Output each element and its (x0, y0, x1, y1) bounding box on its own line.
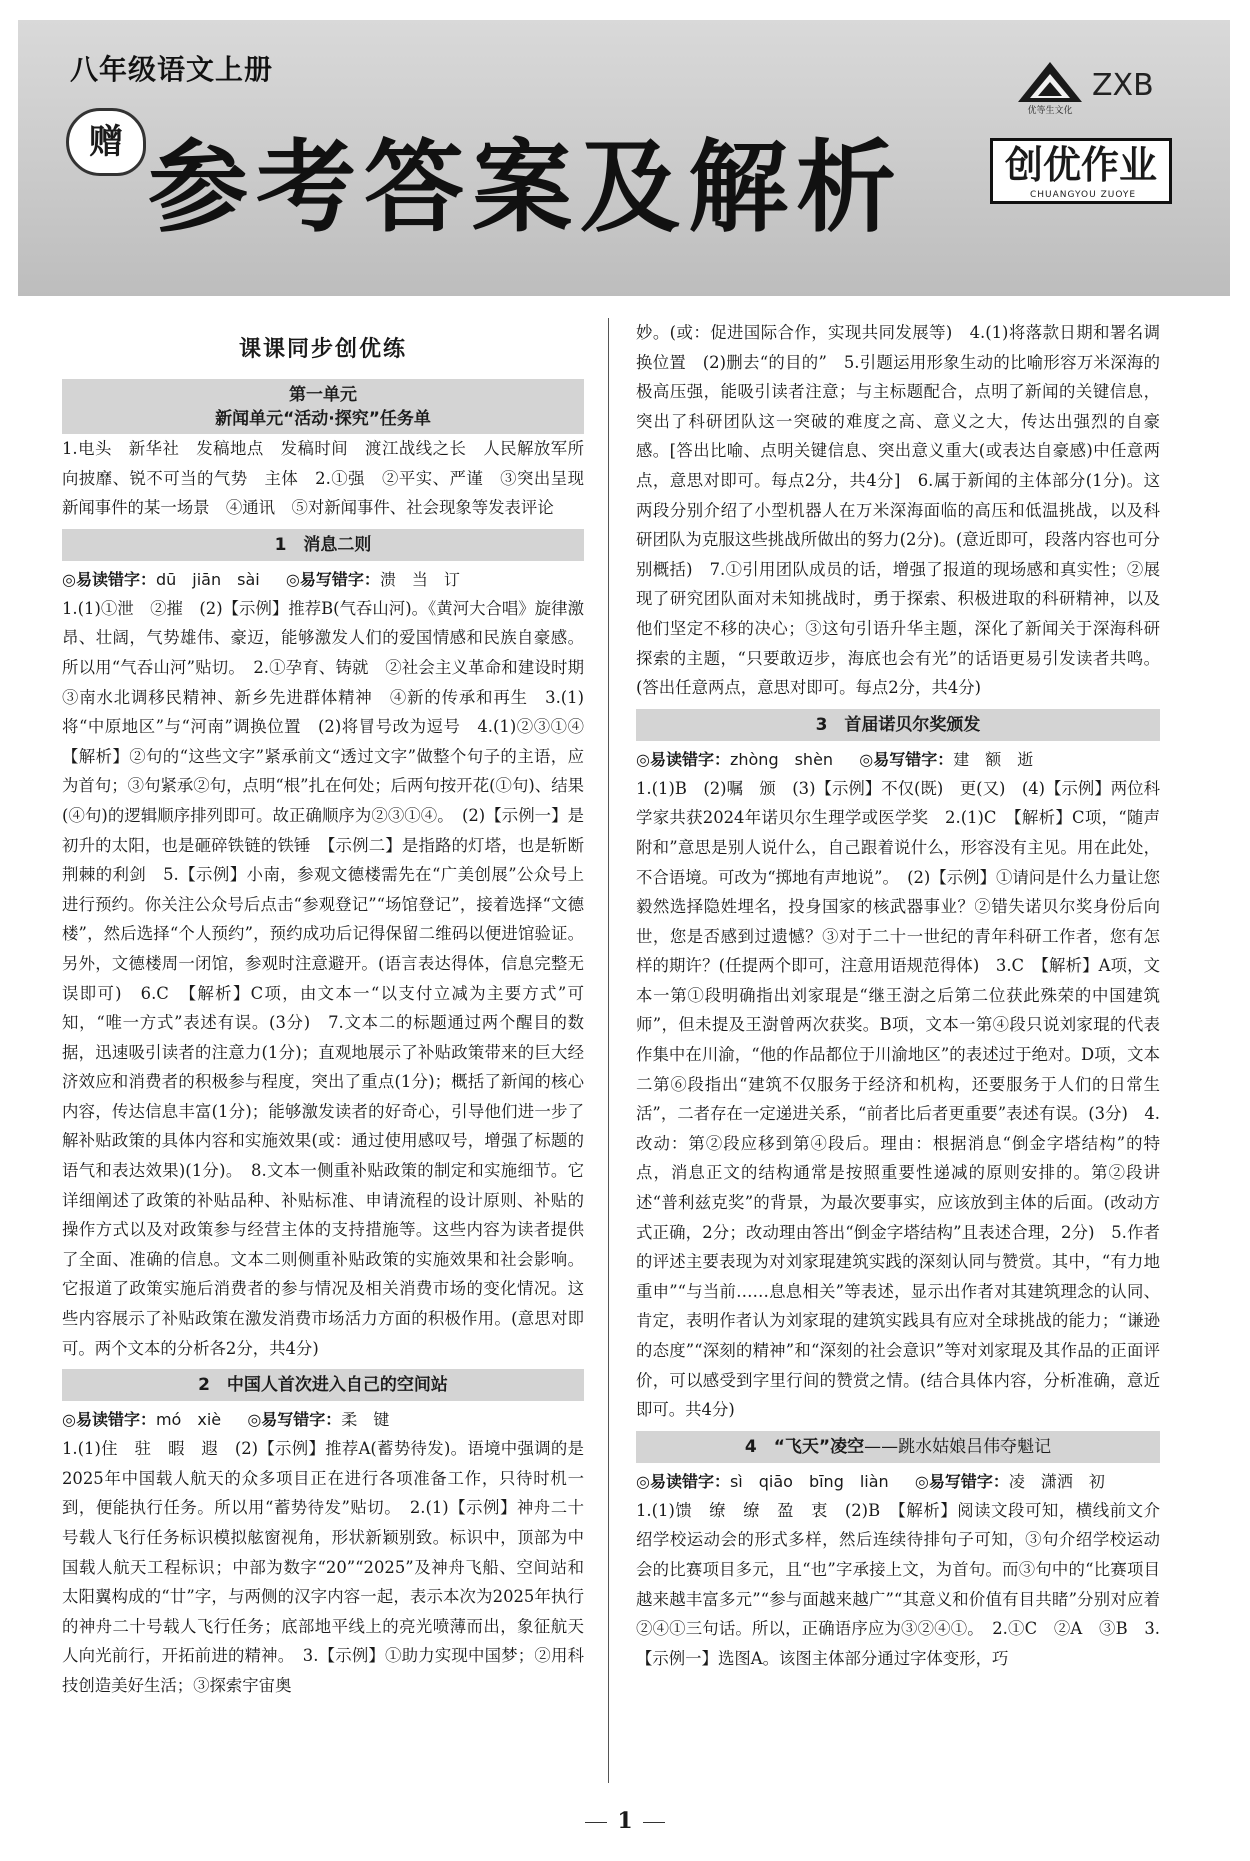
left-column (62, 318, 601, 1701)
tip-label: ◎易读错字： (636, 1471, 730, 1491)
lesson-2-answers: 1.(1)住 驻 暇 遐 (2)【示例】推荐A(蓄势待发)。语境中强调的是2025年中国载人航天的众多项目正在进行各项准备工作，只待时机一到，便能执行任务。所以用“蓄势待发”贴切。 2.(1)【示例】神舟二十号载人飞行任务标识模拟舷窗视角，形状新颖别致。标识中，顶部为中国载人航天工程标识；中部为数字“20”“2025”及神舟飞船、空间站和太阳翼构成的“廿”字，与两侧的汉字内容一起，表示本次为2025年执行的神舟二十号载人飞行任务；底部地平线上的亮光喷薄而出，象征航天人向光前行，开拓前进的精神。 3.【示例】①助力实现中国梦；②用科技创造美好生活；③探索宇宙奥 (62, 1439, 584, 1695)
page-title: 参考答案及解析 (148, 129, 904, 246)
tip-value: sì qiāo bīng liàn (729, 1471, 889, 1491)
lesson-2-continued: 妙。(或：促进国际合作，实现共同发展等) 4.(1)将落款日期和署名调换位置 (2)删去“的目的” 5.引题运用形象生动的比喻形容万米深海的极高压强，能吸引读者注意；与主标题配合，点明了新闻的关键信息，突出了科研团队这一突破的难度之高、意义之大，传达出强烈的自豪感。[答出比喻、点明关键信息、突出意义重大(或表达自豪感)中任意两点，意思对即可。每点2分，共4分] 6.属于新闻的主体部分(1分)。这两段分别介绍了小型机器人在万米深海面临的高压和低温挑战，以及科研团队为克服这些挑战所做出的努力(2分)。(意近即可，段落内容也可分别概括) 7.①引用团队成员的话，增强了报道的现场感和真实性；②展现了研究团队面对未知挑战时，勇于探索、积极进取的科研精神，以及他们坚定不移的决心；③这句引语升华主题，深化了新闻关于深海科研探索的主题，“只要敢迈步，海底也会有光”的话语更易引发读者共鸣。(答出任意两点，意思对即可。每点2分，共4分) (636, 323, 1160, 698)
mountain-logo-icon (1012, 58, 1088, 116)
logo-small-text: 优等生文化 (1027, 106, 1073, 116)
lesson-3-tips (636, 745, 1160, 774)
page-number-value: 1 (617, 1808, 633, 1834)
lesson-4-title: 4 “飞天”凌空 (744, 1436, 865, 1457)
lesson-2-header: 2 中国人首次进入自己的空间站 (62, 1369, 584, 1401)
tip-value: zhòng shèn (729, 749, 834, 769)
gift-badge: 赠 (66, 108, 146, 176)
page-number (0, 1808, 1250, 1834)
tip-value: dū jiān sài (155, 569, 260, 589)
tip-label: ◎易读错字： (62, 569, 156, 589)
brand-pinyin: CHUANGYOU ZUOYE (1030, 190, 1137, 200)
column-divider (608, 318, 609, 1783)
tip-value: 柔 键 (341, 1410, 390, 1430)
brand-badge: 创优作业 (990, 138, 1172, 204)
lesson-4-header (636, 1431, 1160, 1463)
lesson-4-tips (636, 1467, 1160, 1496)
tip-value: mó xiè (155, 1410, 222, 1430)
lesson-3-header: 3 首届诺贝尔奖颁发 (636, 709, 1160, 741)
lesson-1-tips (62, 565, 584, 594)
right-column (636, 318, 1160, 1673)
tip-label: ◎易写错字： (285, 569, 380, 589)
lesson-1-answers: 1.(1)①泄 ②摧 (2)【示例】推荐B(气吞山河)。《黄河大合唱》旋律激昂、壮阔，气势雄伟、豪迈，能够激发人们的爱国情感和民族自豪感。所以用“气吞山河”贴切。 2.①孕育、铸就 ②社会主义革命和建设时期 ③南水北调移民精神、新乡先进群体精神 ④新的传承和再生 3.(1)将“中原地区”与“河南”调换位置 (2)将冒号改为逗号 4.(1)②③①④ 【解析】②句的“这些文字”紧承前文“透过文字”做整个句子的主语，应为首句；③句紧承②句，点明“根”扎在何处；后两句按开花(①句)、结果(④句)的逻辑顺序排列即可。故正确顺序为②③①④。 (2)【示例一】是初升的太阳，也是砸碎铁链的铁锤 【示例二】是指路的灯塔，也是斩断荆棘的利剑 5.【示例】小南，参观文德楼需先在“广美创展”公众号上进行预约。你关注公众号后点击“参观登记”“场馆登记”，接着选择“文德楼”，然后选择“个人预约”，预约成功后记得保留二维码以便进馆验证。另外，文德楼周一闭馆，参观时注意避开。(语言表达得体，信息完整无误即可) 6.C 【解析】C项，由文本一“以支付立减为主要方式”可知，“唯一方式”表述有误。(3分) 7.文本二的标题通过两个醒目的数据，迅速吸引读者的注意力(1分)；直观地展示了补贴政策带来的巨大经济效应和消费者的积极参与程度，突出了重点(1分)；概括了新闻的核心内容，传达信息丰富(1分)；能够激发读者的好奇心，引导他们进一步了解补贴政策的具体内容和实施效果(或：通过使用感叹号，增强了标题的语气和表达效果)(1分)。 8.文本一侧重补贴政策的制定和实施细节。它详细阐述了政策的补贴品种、补贴标准、申请流程的设计原则、补贴的操作方式以及对政策参与经营主体的支持措施等。这些内容为读者提供了全面、准确的信息。文本二则侧重补贴政策的实施效果和社会影响。它报道了政策实施后消费者的参与情况及相关消费市场的变化情况。这些内容展示了补贴政策在激发消费市场活力方面的积极作用。(意思对即可。两个文本的分析各2分，共4分) (62, 598, 601, 1358)
lesson-3-answers: 1.(1)B (2)嘱 颁 (3)【示例】不仅(既) 更(又) (4)【示例】两位科学家共获2024年诺贝尔生理学或医学奖 2.(1)C 【解析】C项，“随声附和”意思是别人说什么，自己跟着说什么，形容没有主见。用在此处，不合语境。可改为“掷地有声地说”。 (2)【示例】①请问是什么力量让您毅然选择隐姓埋名，投身国家的核武器事业？②错失诺贝尔奖身份后向世，您是否感到过遗憾？③对于二十一世纪的青年科研工作者，您有怎样的期许？(任提两个即可，注意用语规范得体) 3.C 【解析】A项，文本一第①段明确指出刘家琨是“继王澍之后第二位获此殊荣的中国建筑师”，但未提及王澍曾两次获奖。B项，文本一第④段只说刘家琨的代表作集中在川渝，“他的作品都位于川渝地区”的表述过于绝对。D项，文本二第⑥段指出“建筑不仅服务于经济和机构，还要服务于人们的日常生活”，二者存在一定递进关系，“前者比后者更重要”表述有误。(3分) 4.改动：第②段应移到第④段后。理由：根据消息“倒金字塔结构”的特点，消息正文的结构通常是按照重要性递减的原则安排的。第②段讲述“普利兹克奖”的背景，为最次要事实，应该放到主体的后面。(改动方式正确，2分；改动理由答出“倒金字塔结构”且表述合理，2分) 5.作者的评述主要表现为对刘家琨建筑实践的深刻认同与赞赏。其中，“有力地重申”“与当前……息息相关”等表述，显示出作者对其建筑理念的认同、肯定，表明作者认为刘家琨的建筑实践具有应对全球挑战的能力；“谦逊的态度”“深刻的精神”和“深刻的社会意识”等对刘家琨及其作品的正面评价，可以感受到字里行间的赞赏之情。(结合具体内容，分析准确，意近即可。共4分) (636, 778, 1160, 1420)
tip-label: ◎易读错字： (62, 1410, 156, 1430)
tip-label: ◎易写错字： (859, 749, 954, 769)
section-title: 课课同步创优练 (238, 337, 407, 362)
logo-text: ZXB (1092, 68, 1154, 103)
tip-value: 溃 当 订 (379, 569, 460, 589)
lesson-2-tips (62, 1405, 584, 1434)
lesson-1-header: 1 消息二则 (62, 529, 584, 561)
unit-name: 第一单元 (289, 385, 357, 405)
lesson-4-subtitle: ——跳水姑娘吕伟夺魁记 (864, 1436, 1052, 1457)
tip-label: ◎易写错字： (914, 1471, 1009, 1491)
tip-label: ◎易写错字： (247, 1410, 342, 1430)
unit-header (62, 379, 584, 434)
grade-label: 八年级语文上册 (70, 53, 274, 86)
tip-label: ◎易读错字： (636, 749, 730, 769)
lesson-4-answers: 1.(1)馈 缭 缭 盈 衷 (2)B 【解析】阅读文段可知，横线前文介绍学校运动会的形式多样，然后连续待排句子可知，③句介绍学校运动会的比赛项目多元，且“也”字承接上文，为首句。而③句中的“比赛项目越来越丰富多元”“参与面越来越广”“其意义和价值有目共睹”分别对应着②④①三句话。所以，正确语序应为③②④①。 2.①C ②A ③B 3.【示例一】选图A。该图主体部分通过字体变形，巧 (636, 1500, 1160, 1668)
tip-value: 凌 潇洒 初 (1008, 1471, 1105, 1491)
tip-value: 建 额 逝 (953, 749, 1034, 769)
unit-answers: 1.电头 新华社 发稿地点 发稿时间 渡江战线之长 人民解放军所向披靡、锐不可当的气势 主体 2.①强 ②平实、严谨 ③突出呈现新闻事件的某一场景 ④通讯 ⑤对新闻事件、社会现象等发表评论 (62, 439, 584, 518)
unit-task: 新闻单元“活动·探究”任务单 (215, 409, 431, 429)
